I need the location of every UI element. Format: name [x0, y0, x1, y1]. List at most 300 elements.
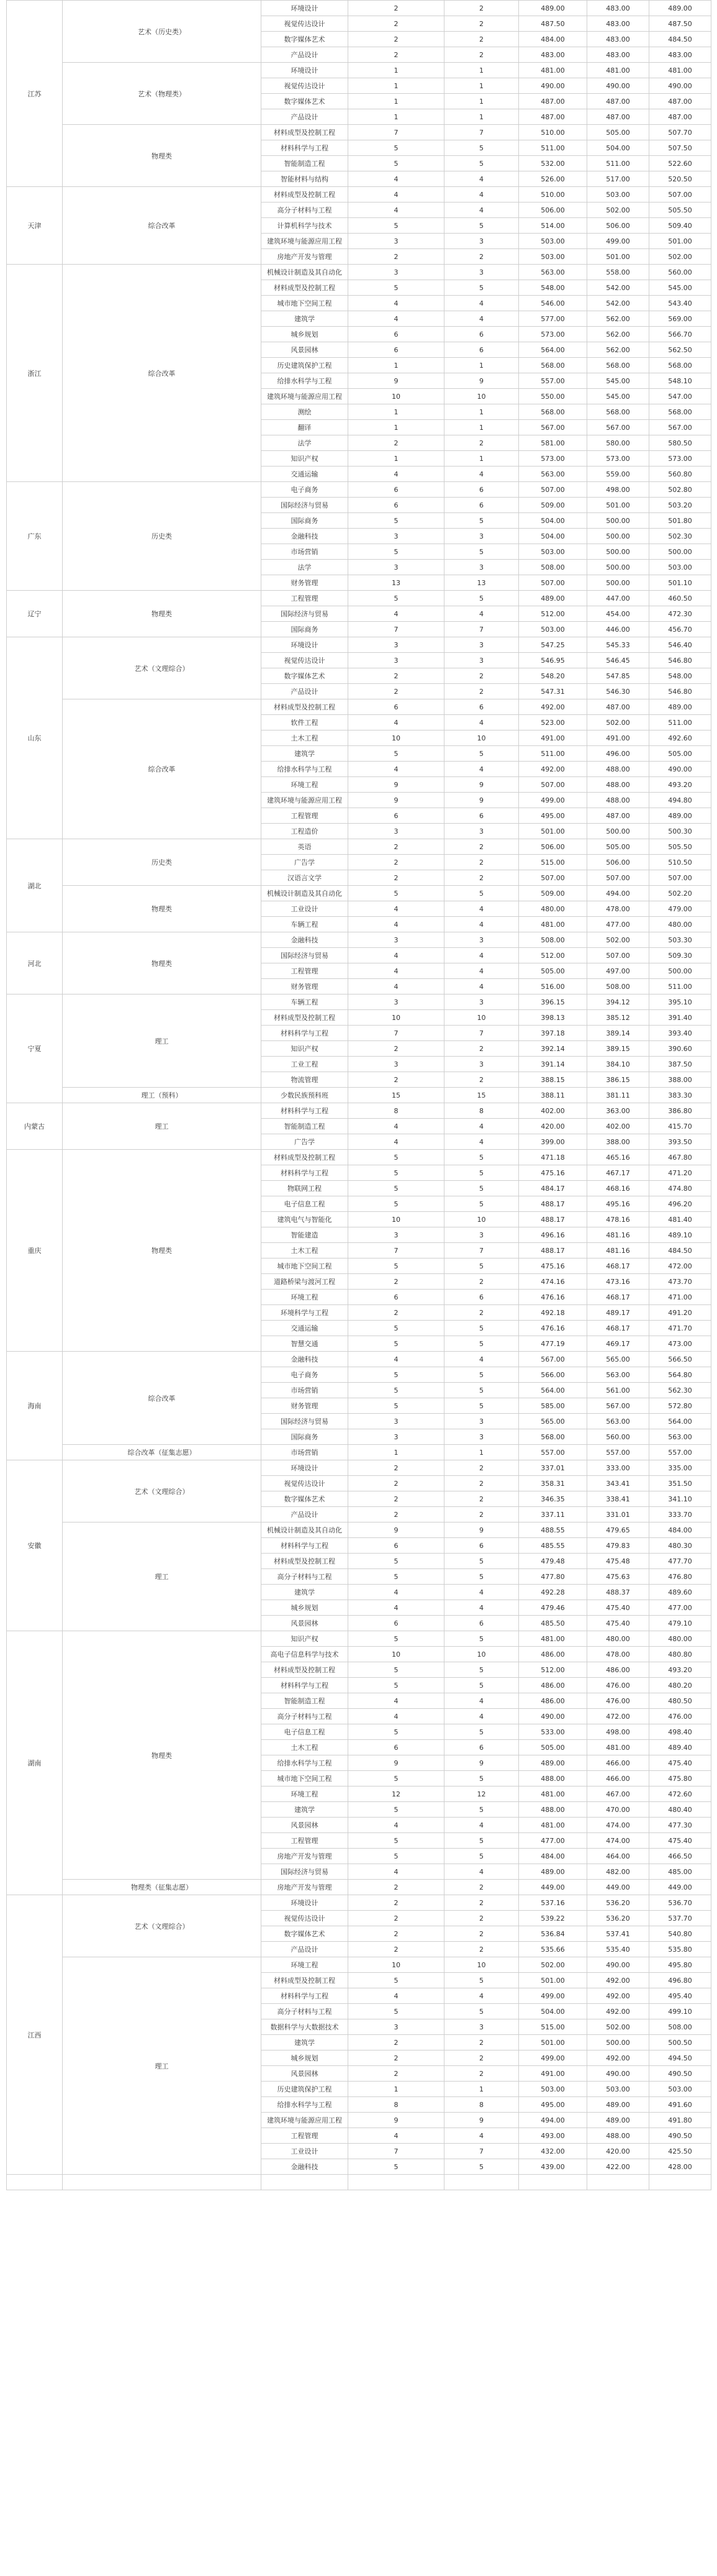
admitted-count-cell: 5 [444, 1569, 519, 1585]
category-cell: 物理类 [63, 932, 261, 994]
min-score-cell: 580.00 [587, 435, 649, 451]
min-score-cell: 500.00 [587, 575, 649, 591]
min-score-cell: 546.30 [587, 684, 649, 699]
empty-cell [261, 2175, 348, 2190]
admitted-count-cell: 6 [444, 1616, 519, 1631]
admitted-count-cell: 4 [444, 1693, 519, 1709]
max-score-cell: 477.19 [519, 1336, 587, 1352]
avg-score-cell: 490.00 [649, 78, 711, 94]
min-score-cell: 494.00 [587, 886, 649, 901]
min-score-cell: 363.00 [587, 1103, 649, 1119]
province-cell: 广东 [7, 482, 63, 591]
major-cell: 环境工程 [261, 1786, 348, 1802]
major-cell: 材料成型及控制工程 [261, 125, 348, 140]
min-score-cell: 502.00 [587, 203, 649, 218]
min-score-cell: 476.00 [587, 1678, 649, 1693]
plan-count-cell: 4 [348, 187, 444, 203]
table-row [7, 591, 711, 606]
major-cell: 建筑电气与智能化 [261, 1212, 348, 1227]
avg-score-cell: 507.00 [649, 870, 711, 886]
max-score-cell: 479.46 [519, 1600, 587, 1616]
admitted-count-cell: 4 [444, 1352, 519, 1367]
admitted-count-cell: 10 [444, 1010, 519, 1026]
major-cell: 高电子信息科学与技术 [261, 1647, 348, 1662]
plan-count-cell: 2 [348, 1, 444, 16]
major-cell: 车辆工程 [261, 917, 348, 932]
plan-count-cell: 3 [348, 637, 444, 653]
major-cell: 材料科学与工程 [261, 1165, 348, 1181]
min-score-cell: 563.00 [587, 1367, 649, 1383]
plan-count-cell: 4 [348, 1864, 444, 1880]
min-score-cell: 470.00 [587, 1802, 649, 1818]
admitted-count-cell: 2 [444, 249, 519, 265]
max-score-cell: 399.00 [519, 1134, 587, 1150]
admitted-count-cell: 2 [444, 1072, 519, 1088]
avg-score-cell: 472.60 [649, 1786, 711, 1802]
major-cell: 给排水科学与工程 [261, 2097, 348, 2113]
max-score-cell: 346.35 [519, 1491, 587, 1507]
max-score-cell: 392.14 [519, 1041, 587, 1057]
min-score-cell: 478.16 [587, 1212, 649, 1227]
avg-score-cell: 566.50 [649, 1352, 711, 1367]
min-score-cell: 500.00 [587, 544, 649, 560]
major-cell: 房地产开发与管理 [261, 1849, 348, 1864]
major-cell: 机械设计制造及其自动化 [261, 886, 348, 901]
max-score-cell: 506.00 [519, 839, 587, 855]
avg-score-cell: 480.00 [649, 917, 711, 932]
min-score-cell: 492.00 [587, 2050, 649, 2066]
max-score-cell: 568.00 [519, 358, 587, 373]
min-score-cell: 473.16 [587, 1274, 649, 1290]
category-cell: 物理类 [63, 125, 261, 187]
admitted-count-cell: 9 [444, 793, 519, 808]
major-cell: 视觉传达设计 [261, 1911, 348, 1926]
admitted-count-cell: 4 [444, 2128, 519, 2144]
min-score-cell: 381.11 [587, 1088, 649, 1103]
table-row [7, 1880, 711, 1895]
admitted-count-cell: 4 [444, 917, 519, 932]
max-score-cell: 585.00 [519, 1398, 587, 1414]
min-score-cell: 483.00 [587, 47, 649, 63]
plan-count-cell: 2 [348, 1491, 444, 1507]
avg-score-cell: 503.20 [649, 498, 711, 513]
admitted-count-cell: 3 [444, 2019, 519, 2035]
major-cell: 数字媒体艺术 [261, 668, 348, 684]
admitted-count-cell: 3 [444, 637, 519, 653]
max-score-cell: 490.00 [519, 1709, 587, 1724]
min-score-cell: 502.00 [587, 2019, 649, 2035]
plan-count-cell: 2 [348, 47, 444, 63]
min-score-cell: 487.00 [587, 109, 649, 125]
avg-score-cell: 543.40 [649, 296, 711, 311]
max-score-cell: 565.00 [519, 1414, 587, 1429]
plan-count-cell: 5 [348, 1258, 444, 1274]
plan-count-cell: 1 [348, 1445, 444, 1460]
min-score-cell: 331.01 [587, 1507, 649, 1522]
admitted-count-cell: 2 [444, 1895, 519, 1911]
category-cell: 综合改革 [63, 265, 261, 482]
admitted-count-cell: 5 [444, 1367, 519, 1383]
min-score-cell: 487.00 [587, 699, 649, 715]
admitted-count-cell: 5 [444, 1383, 519, 1398]
major-cell: 财务管理 [261, 575, 348, 591]
major-cell: 风景园林 [261, 342, 348, 358]
plan-count-cell: 1 [348, 404, 444, 420]
plan-count-cell: 5 [348, 544, 444, 560]
major-cell: 视觉传达设计 [261, 1476, 348, 1491]
table-row [7, 1460, 711, 1476]
plan-count-cell: 4 [348, 1818, 444, 1833]
min-score-cell: 502.00 [587, 715, 649, 730]
plan-count-cell: 1 [348, 109, 444, 125]
plan-count-cell: 4 [348, 467, 444, 482]
plan-count-cell: 4 [348, 963, 444, 979]
major-cell: 金融科技 [261, 1352, 348, 1367]
avg-score-cell: 481.00 [649, 63, 711, 78]
plan-count-cell: 5 [348, 1802, 444, 1818]
min-score-cell: 343.41 [587, 1476, 649, 1491]
min-score-cell: 535.40 [587, 1942, 649, 1957]
plan-count-cell: 5 [348, 1678, 444, 1693]
plan-count-cell: 2 [348, 839, 444, 855]
avg-score-cell: 388.00 [649, 1072, 711, 1088]
plan-count-cell: 6 [348, 1538, 444, 1554]
avg-score-cell: 562.50 [649, 342, 711, 358]
major-cell: 智能制造工程 [261, 1693, 348, 1709]
plan-count-cell: 3 [348, 824, 444, 839]
plan-count-cell: 4 [348, 715, 444, 730]
plan-count-cell: 2 [348, 1460, 444, 1476]
min-score-cell: 449.00 [587, 1880, 649, 1895]
max-score-cell: 489.00 [519, 1755, 587, 1771]
max-score-cell: 568.00 [519, 404, 587, 420]
avg-score-cell: 477.70 [649, 1554, 711, 1569]
plan-count-cell: 1 [348, 358, 444, 373]
avg-score-cell: 499.10 [649, 2004, 711, 2019]
max-score-cell: 476.16 [519, 1321, 587, 1336]
max-score-cell: 526.00 [519, 171, 587, 187]
category-cell: 物理类（征集志愿） [63, 1880, 261, 1895]
max-score-cell: 481.00 [519, 1818, 587, 1833]
table-row [7, 1445, 711, 1460]
min-score-cell: 475.40 [587, 1600, 649, 1616]
min-score-cell: 467.00 [587, 1786, 649, 1802]
admitted-count-cell: 2 [444, 1911, 519, 1926]
table-row [7, 1957, 711, 1973]
max-score-cell: 499.00 [519, 2050, 587, 2066]
admitted-count-cell: 5 [444, 1833, 519, 1849]
major-cell: 建筑环境与能源应用工程 [261, 389, 348, 404]
major-cell: 给排水科学与工程 [261, 762, 348, 777]
major-cell: 数字媒体艺术 [261, 1491, 348, 1507]
min-score-cell: 545.00 [587, 373, 649, 389]
plan-count-cell: 5 [348, 1150, 444, 1165]
avg-score-cell: 383.30 [649, 1088, 711, 1103]
avg-score-cell: 503.00 [649, 560, 711, 575]
admitted-count-cell: 5 [444, 1321, 519, 1336]
max-score-cell: 503.00 [519, 2082, 587, 2097]
max-score-cell: 535.66 [519, 1942, 587, 1957]
category-cell: 艺术（文理综合） [63, 1895, 261, 1957]
min-score-cell: 567.00 [587, 420, 649, 435]
max-score-cell: 501.00 [519, 824, 587, 839]
avg-score-cell: 333.70 [649, 1507, 711, 1522]
province-cell: 湖北 [7, 839, 63, 932]
min-score-cell: 464.00 [587, 1849, 649, 1864]
plan-count-cell: 4 [348, 606, 444, 622]
major-cell: 金融科技 [261, 2159, 348, 2175]
table-body [7, 1, 711, 2190]
avg-score-cell: 481.40 [649, 1212, 711, 1227]
avg-score-cell: 473.00 [649, 1336, 711, 1352]
plan-count-cell: 1 [348, 63, 444, 78]
admission-score-table-wrapper [6, 0, 711, 2190]
plan-count-cell: 2 [348, 1942, 444, 1957]
category-cell: 综合改革（征集志愿） [63, 1445, 261, 1460]
max-score-cell: 508.00 [519, 932, 587, 948]
max-score-cell: 537.16 [519, 1895, 587, 1911]
max-score-cell: 432.00 [519, 2144, 587, 2159]
max-score-cell: 396.15 [519, 994, 587, 1010]
plan-count-cell: 6 [348, 699, 444, 715]
admitted-count-cell: 5 [444, 513, 519, 529]
max-score-cell: 501.00 [519, 1973, 587, 1988]
admitted-count-cell: 3 [444, 560, 519, 575]
admitted-count-cell: 3 [444, 932, 519, 948]
major-cell: 交通运输 [261, 467, 348, 482]
plan-count-cell: 3 [348, 1057, 444, 1072]
table-row [7, 886, 711, 901]
plan-count-cell: 6 [348, 498, 444, 513]
province-cell: 海南 [7, 1352, 63, 1460]
major-cell: 建筑学 [261, 2035, 348, 2050]
min-score-cell: 505.00 [587, 125, 649, 140]
avg-score-cell: 471.20 [649, 1165, 711, 1181]
avg-score-cell: 490.00 [649, 762, 711, 777]
max-score-cell: 474.16 [519, 1274, 587, 1290]
avg-score-cell: 480.50 [649, 1693, 711, 1709]
plan-count-cell: 2 [348, 249, 444, 265]
max-score-cell: 547.31 [519, 684, 587, 699]
major-cell: 材料科学与工程 [261, 1988, 348, 2004]
admitted-count-cell: 4 [444, 187, 519, 203]
max-score-cell: 486.00 [519, 1693, 587, 1709]
max-score-cell: 480.00 [519, 901, 587, 917]
admitted-count-cell: 5 [444, 2004, 519, 2019]
max-score-cell: 567.00 [519, 1352, 587, 1367]
province-cell: 河北 [7, 932, 63, 994]
min-score-cell: 547.85 [587, 668, 649, 684]
plan-count-cell: 4 [348, 917, 444, 932]
admitted-count-cell: 4 [444, 467, 519, 482]
max-score-cell: 506.00 [519, 203, 587, 218]
min-score-cell: 559.00 [587, 467, 649, 482]
admitted-count-cell: 4 [444, 901, 519, 917]
major-cell: 工程造价 [261, 824, 348, 839]
plan-count-cell: 2 [348, 2035, 444, 2050]
major-cell: 国际经济与贸易 [261, 948, 348, 963]
plan-count-cell: 2 [348, 1476, 444, 1491]
plan-count-cell: 5 [348, 1398, 444, 1414]
major-cell: 视觉传达设计 [261, 653, 348, 668]
major-cell: 给排水科学与工程 [261, 373, 348, 389]
major-cell: 产品设计 [261, 1507, 348, 1522]
major-cell: 智能制造工程 [261, 156, 348, 171]
plan-count-cell: 5 [348, 1383, 444, 1398]
avg-score-cell: 500.30 [649, 824, 711, 839]
plan-count-cell: 5 [348, 1631, 444, 1647]
avg-score-cell: 490.50 [649, 2128, 711, 2144]
admitted-count-cell: 1 [444, 451, 519, 467]
category-cell: 物理类 [63, 591, 261, 637]
max-score-cell: 573.00 [519, 451, 587, 467]
plan-count-cell: 4 [348, 296, 444, 311]
plan-count-cell: 10 [348, 389, 444, 404]
max-score-cell: 504.00 [519, 529, 587, 544]
admitted-count-cell: 2 [444, 870, 519, 886]
plan-count-cell: 4 [348, 1134, 444, 1150]
plan-count-cell: 6 [348, 808, 444, 824]
major-cell: 材料科学与工程 [261, 1538, 348, 1554]
plan-count-cell: 3 [348, 560, 444, 575]
max-score-cell: 511.00 [519, 140, 587, 156]
major-cell: 土木工程 [261, 730, 348, 746]
province-cell: 山东 [7, 637, 63, 839]
min-score-cell: 481.00 [587, 1740, 649, 1755]
avg-score-cell: 489.00 [649, 699, 711, 715]
admitted-count-cell: 3 [444, 994, 519, 1010]
max-score-cell: 550.00 [519, 389, 587, 404]
avg-score-cell: 473.70 [649, 1274, 711, 1290]
avg-score-cell: 493.20 [649, 1662, 711, 1678]
min-score-cell: 478.00 [587, 901, 649, 917]
max-score-cell: 510.00 [519, 187, 587, 203]
major-cell: 城乡规划 [261, 1600, 348, 1616]
min-score-cell: 475.63 [587, 1569, 649, 1585]
min-score-cell: 483.00 [587, 16, 649, 32]
avg-score-cell: 496.80 [649, 1973, 711, 1988]
avg-score-cell: 564.00 [649, 1414, 711, 1429]
plan-count-cell: 2 [348, 1880, 444, 1895]
admitted-count-cell: 6 [444, 699, 519, 715]
min-score-cell: 558.00 [587, 265, 649, 280]
table-row [7, 839, 711, 855]
avg-score-cell: 546.80 [649, 684, 711, 699]
avg-score-cell: 501.10 [649, 575, 711, 591]
plan-count-cell: 2 [348, 855, 444, 870]
table-row [7, 265, 711, 280]
avg-score-cell: 474.80 [649, 1181, 711, 1196]
table-row [7, 1, 711, 16]
min-score-cell: 488.37 [587, 1585, 649, 1600]
admitted-count-cell: 6 [444, 498, 519, 513]
major-cell: 数据科学与大数据技术 [261, 2019, 348, 2035]
avg-score-cell: 572.80 [649, 1398, 711, 1414]
major-cell: 材料成型及控制工程 [261, 1010, 348, 1026]
plan-count-cell: 5 [348, 1181, 444, 1196]
admitted-count-cell: 4 [444, 715, 519, 730]
province-cell: 宁夏 [7, 994, 63, 1103]
max-score-cell: 508.00 [519, 560, 587, 575]
min-score-cell: 505.00 [587, 839, 649, 855]
max-score-cell: 489.00 [519, 591, 587, 606]
empty-cell [63, 2175, 261, 2190]
admitted-count-cell: 2 [444, 1942, 519, 1957]
max-score-cell: 477.00 [519, 1833, 587, 1849]
category-cell: 物理类 [63, 1150, 261, 1352]
admitted-count-cell: 2 [444, 1305, 519, 1321]
major-cell: 材料成型及控制工程 [261, 1973, 348, 1988]
avg-score-cell: 390.60 [649, 1041, 711, 1057]
plan-count-cell: 5 [348, 1321, 444, 1336]
avg-score-cell: 496.20 [649, 1196, 711, 1212]
province-cell: 辽宁 [7, 591, 63, 637]
max-score-cell: 477.80 [519, 1569, 587, 1585]
major-cell: 金融科技 [261, 529, 348, 544]
major-cell: 工程管理 [261, 591, 348, 606]
admitted-count-cell: 4 [444, 1818, 519, 1833]
max-score-cell: 507.00 [519, 482, 587, 498]
avg-score-cell: 471.00 [649, 1290, 711, 1305]
avg-score-cell: 547.00 [649, 389, 711, 404]
admitted-count-cell: 3 [444, 1057, 519, 1072]
plan-count-cell: 4 [348, 171, 444, 187]
min-score-cell: 475.48 [587, 1554, 649, 1569]
max-score-cell: 516.00 [519, 979, 587, 994]
min-score-cell: 338.41 [587, 1491, 649, 1507]
category-cell: 物理类 [63, 1631, 261, 1880]
min-score-cell: 468.17 [587, 1290, 649, 1305]
min-score-cell: 474.00 [587, 1818, 649, 1833]
min-score-cell: 511.00 [587, 156, 649, 171]
max-score-cell: 492.28 [519, 1585, 587, 1600]
admitted-count-cell: 4 [444, 948, 519, 963]
avg-score-cell: 501.00 [649, 234, 711, 249]
avg-score-cell: 502.20 [649, 886, 711, 901]
admitted-count-cell: 4 [444, 762, 519, 777]
major-cell: 材料科学与工程 [261, 1026, 348, 1041]
admitted-count-cell: 9 [444, 777, 519, 793]
max-score-cell: 486.00 [519, 1647, 587, 1662]
admitted-count-cell: 9 [444, 1522, 519, 1538]
major-cell: 材料成型及控制工程 [261, 187, 348, 203]
admitted-count-cell: 3 [444, 265, 519, 280]
max-score-cell: 492.00 [519, 699, 587, 715]
major-cell: 工程管理 [261, 2128, 348, 2144]
admitted-count-cell: 5 [444, 218, 519, 234]
plan-count-cell: 2 [348, 1507, 444, 1522]
avg-score-cell: 415.70 [649, 1119, 711, 1134]
avg-score-cell: 511.00 [649, 715, 711, 730]
table-row [7, 63, 711, 78]
admitted-count-cell: 1 [444, 2082, 519, 2097]
min-score-cell: 487.00 [587, 94, 649, 109]
admitted-count-cell: 1 [444, 63, 519, 78]
max-score-cell: 533.00 [519, 1724, 587, 1740]
min-score-cell: 489.00 [587, 2113, 649, 2128]
min-score-cell: 468.17 [587, 1321, 649, 1336]
avg-score-cell: 491.60 [649, 2097, 711, 2113]
plan-count-cell: 7 [348, 622, 444, 637]
table-row [7, 1895, 711, 1911]
major-cell: 环境设计 [261, 1895, 348, 1911]
avg-score-cell: 536.70 [649, 1895, 711, 1911]
major-cell: 翻译 [261, 420, 348, 435]
max-score-cell: 493.00 [519, 2128, 587, 2144]
max-score-cell: 499.00 [519, 793, 587, 808]
major-cell: 工业设计 [261, 901, 348, 917]
avg-score-cell: 387.50 [649, 1057, 711, 1072]
